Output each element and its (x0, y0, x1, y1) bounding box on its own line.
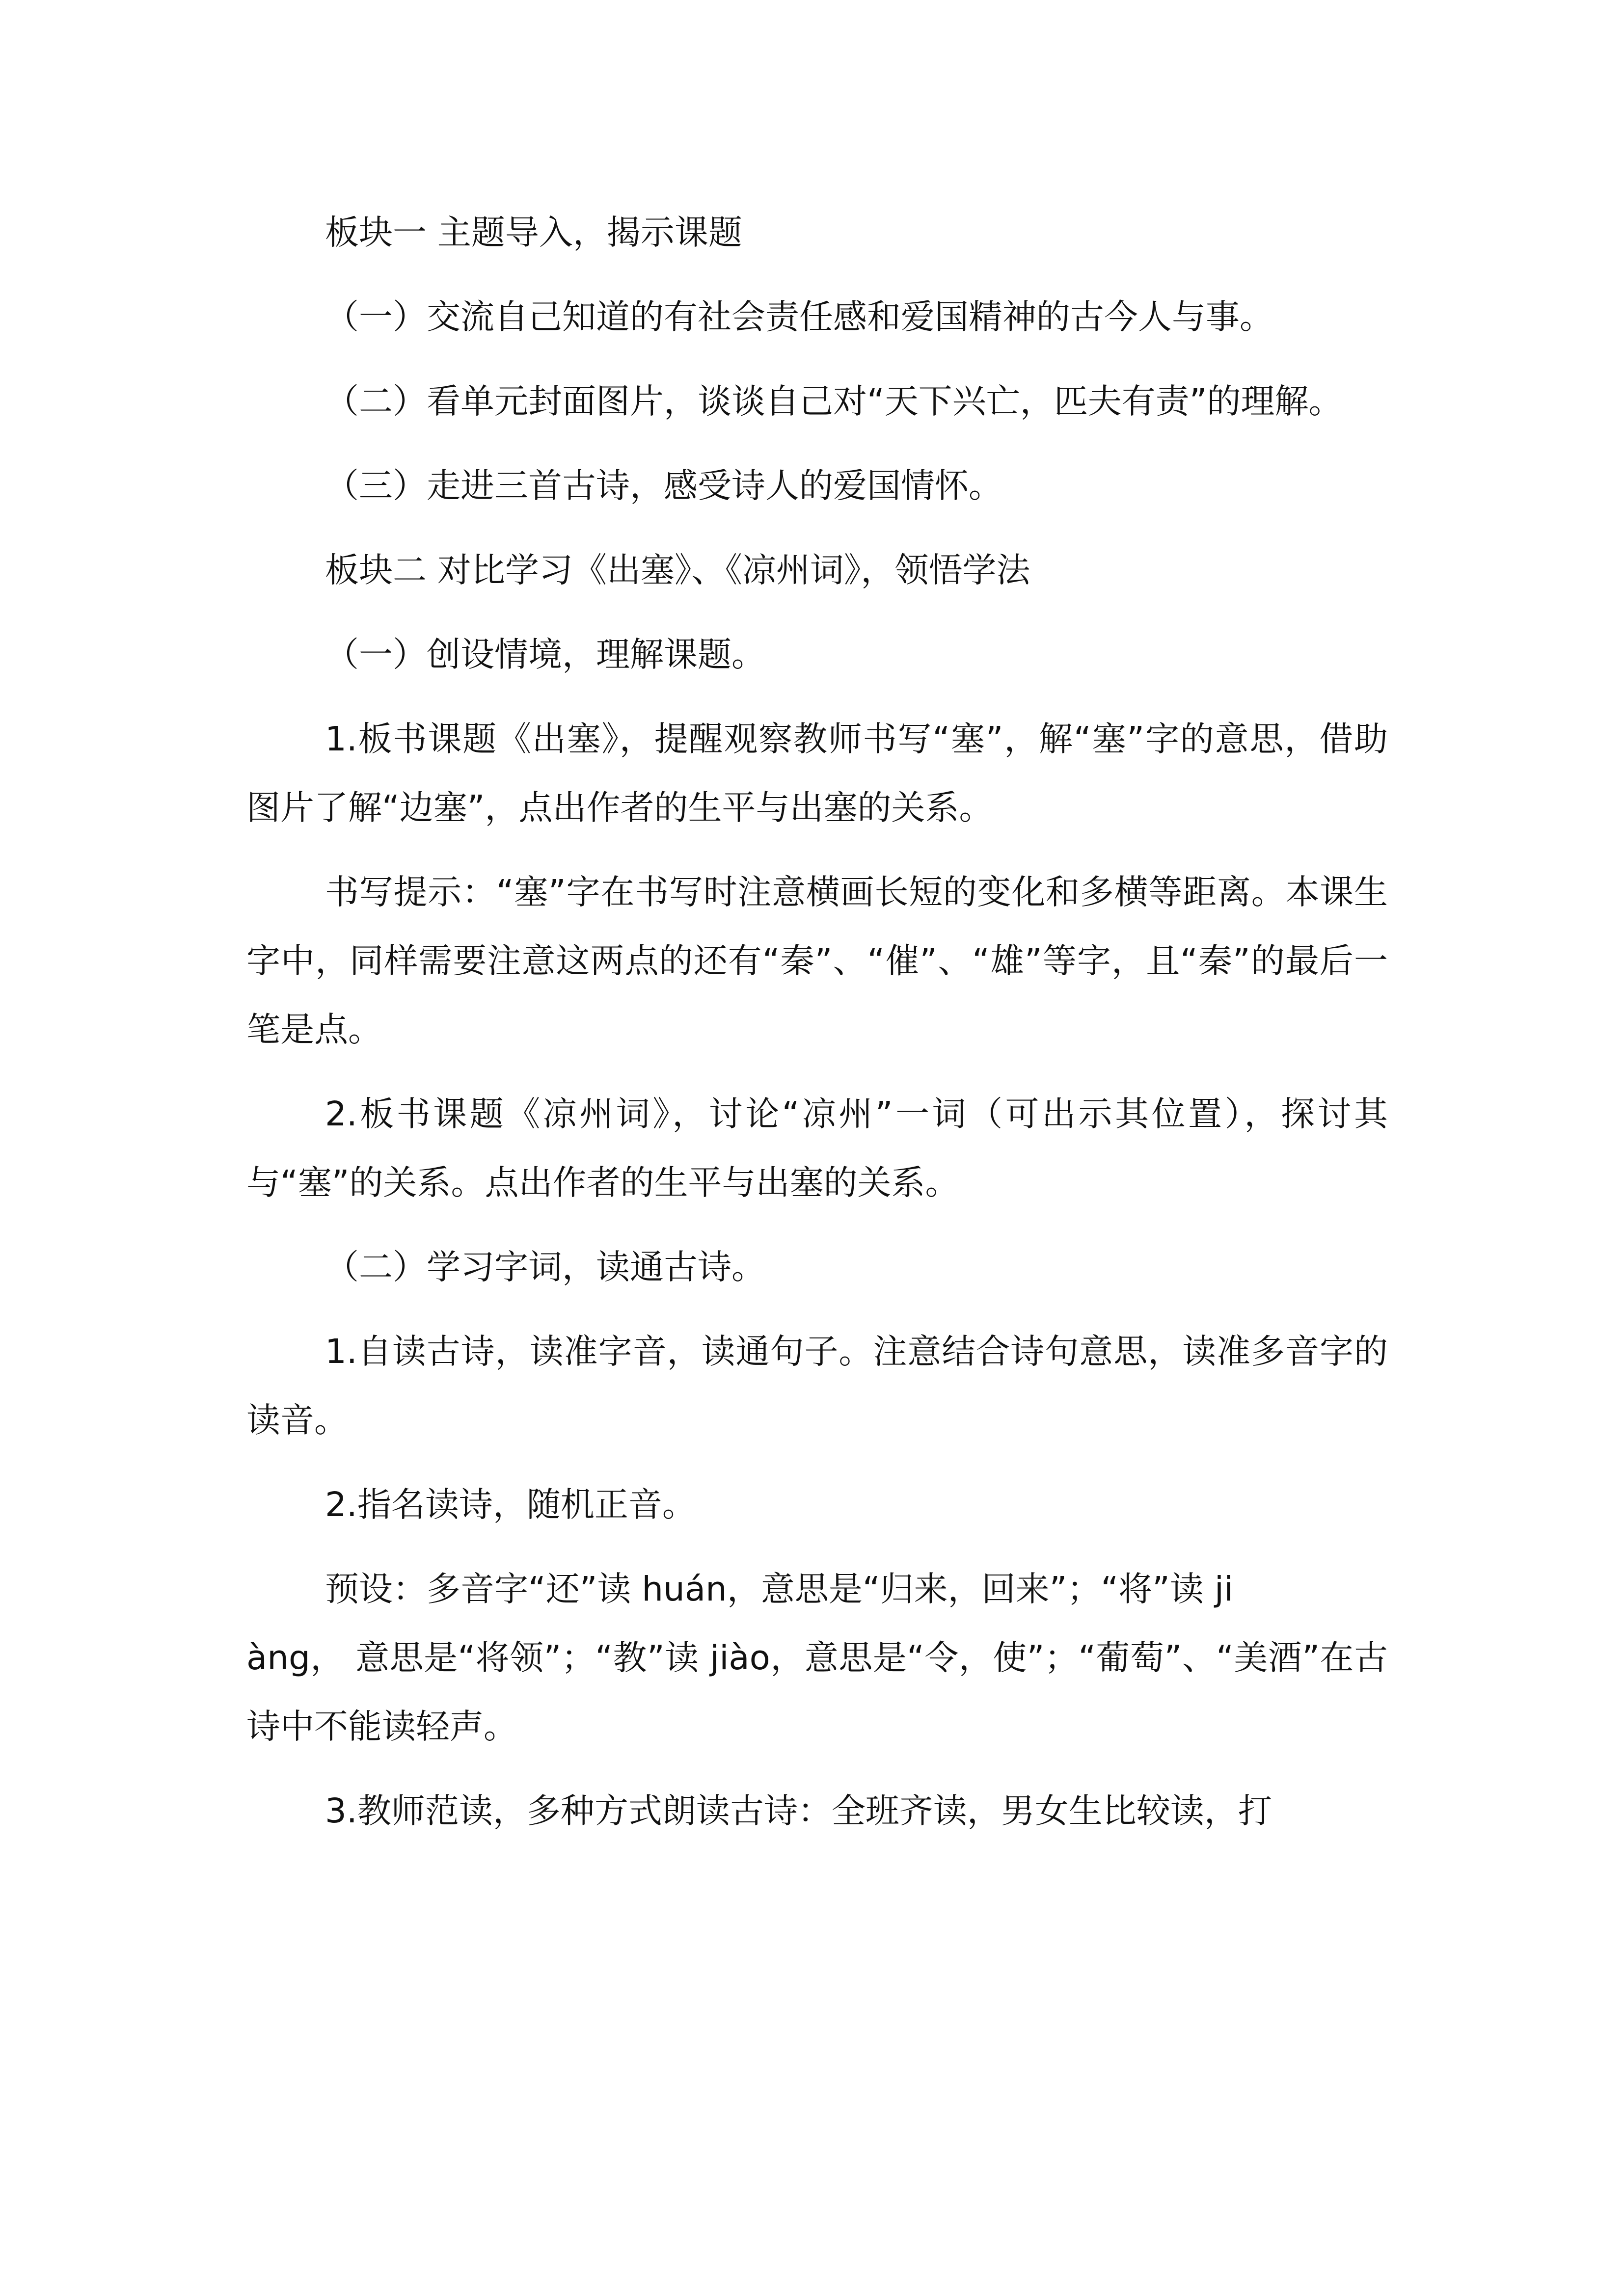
paragraph: 2.板书课题《凉州词》，讨论“凉州”一词（可出示其位置），探讨其与“塞”的关系。点出作者的生平与出塞的关系。 (246, 1095, 1388, 1202)
paragraph-continuation: àng， 意思是“将领”；“教”读 jiào，意思是“令，使”；“葡萄”、“美酒”在古诗中不能读轻声。 (246, 1638, 1388, 1746)
section-heading: 板块一 主题导入，揭示课题 (325, 213, 742, 252)
paragraph: 预设：多音字“还”读 huán，意思是“归来，回来”；“将”读 ji (325, 1570, 1234, 1609)
paragraph: 1.板书课题《出塞》，提醒观察教师书写“塞”，解“塞”字的意思，借助图片了解“边塞”，点出作者的生平与出塞的关系。 (246, 720, 1388, 828)
paragraph: （一）创设情境，理解课题。 (325, 635, 765, 674)
paragraph: 2.指名读诗，随机正音。 (325, 1485, 696, 1524)
section-heading: 板块二 对比学习《出塞》、《凉州词》，领悟学法 (325, 551, 1030, 590)
paragraph: 1.自读古诗，读准字音，读通句子。注意结合诗句意思，读准多音字的读音。 (246, 1332, 1388, 1440)
paragraph: （二）看单元封面图片，谈谈自己对“天下兴亡，匹夫有责”的理解。 (325, 382, 1343, 421)
paragraph: （三）走进三首古诗，感受诗人的爱国情怀。 (325, 466, 1002, 506)
paragraph: 3.教师范读，多种方式朗读古诗：全班齐读，男女生比较读，打 (325, 1791, 1272, 1831)
paragraph: （一）交流自己知道的有社会责任感和爱国精神的古今人与事。 (325, 297, 1273, 337)
document-body (246, 198, 1388, 1861)
paragraph: 书写提示：“塞”字在书写时注意横画长短的变化和多横等距离。本课生字中，同样需要注意这两点的还有“秦”、“催”、“雄”等字，且“秦”的最后一笔是点。 (246, 873, 1388, 1049)
paragraph: （二）学习字词，读通古诗。 (325, 1248, 765, 1287)
